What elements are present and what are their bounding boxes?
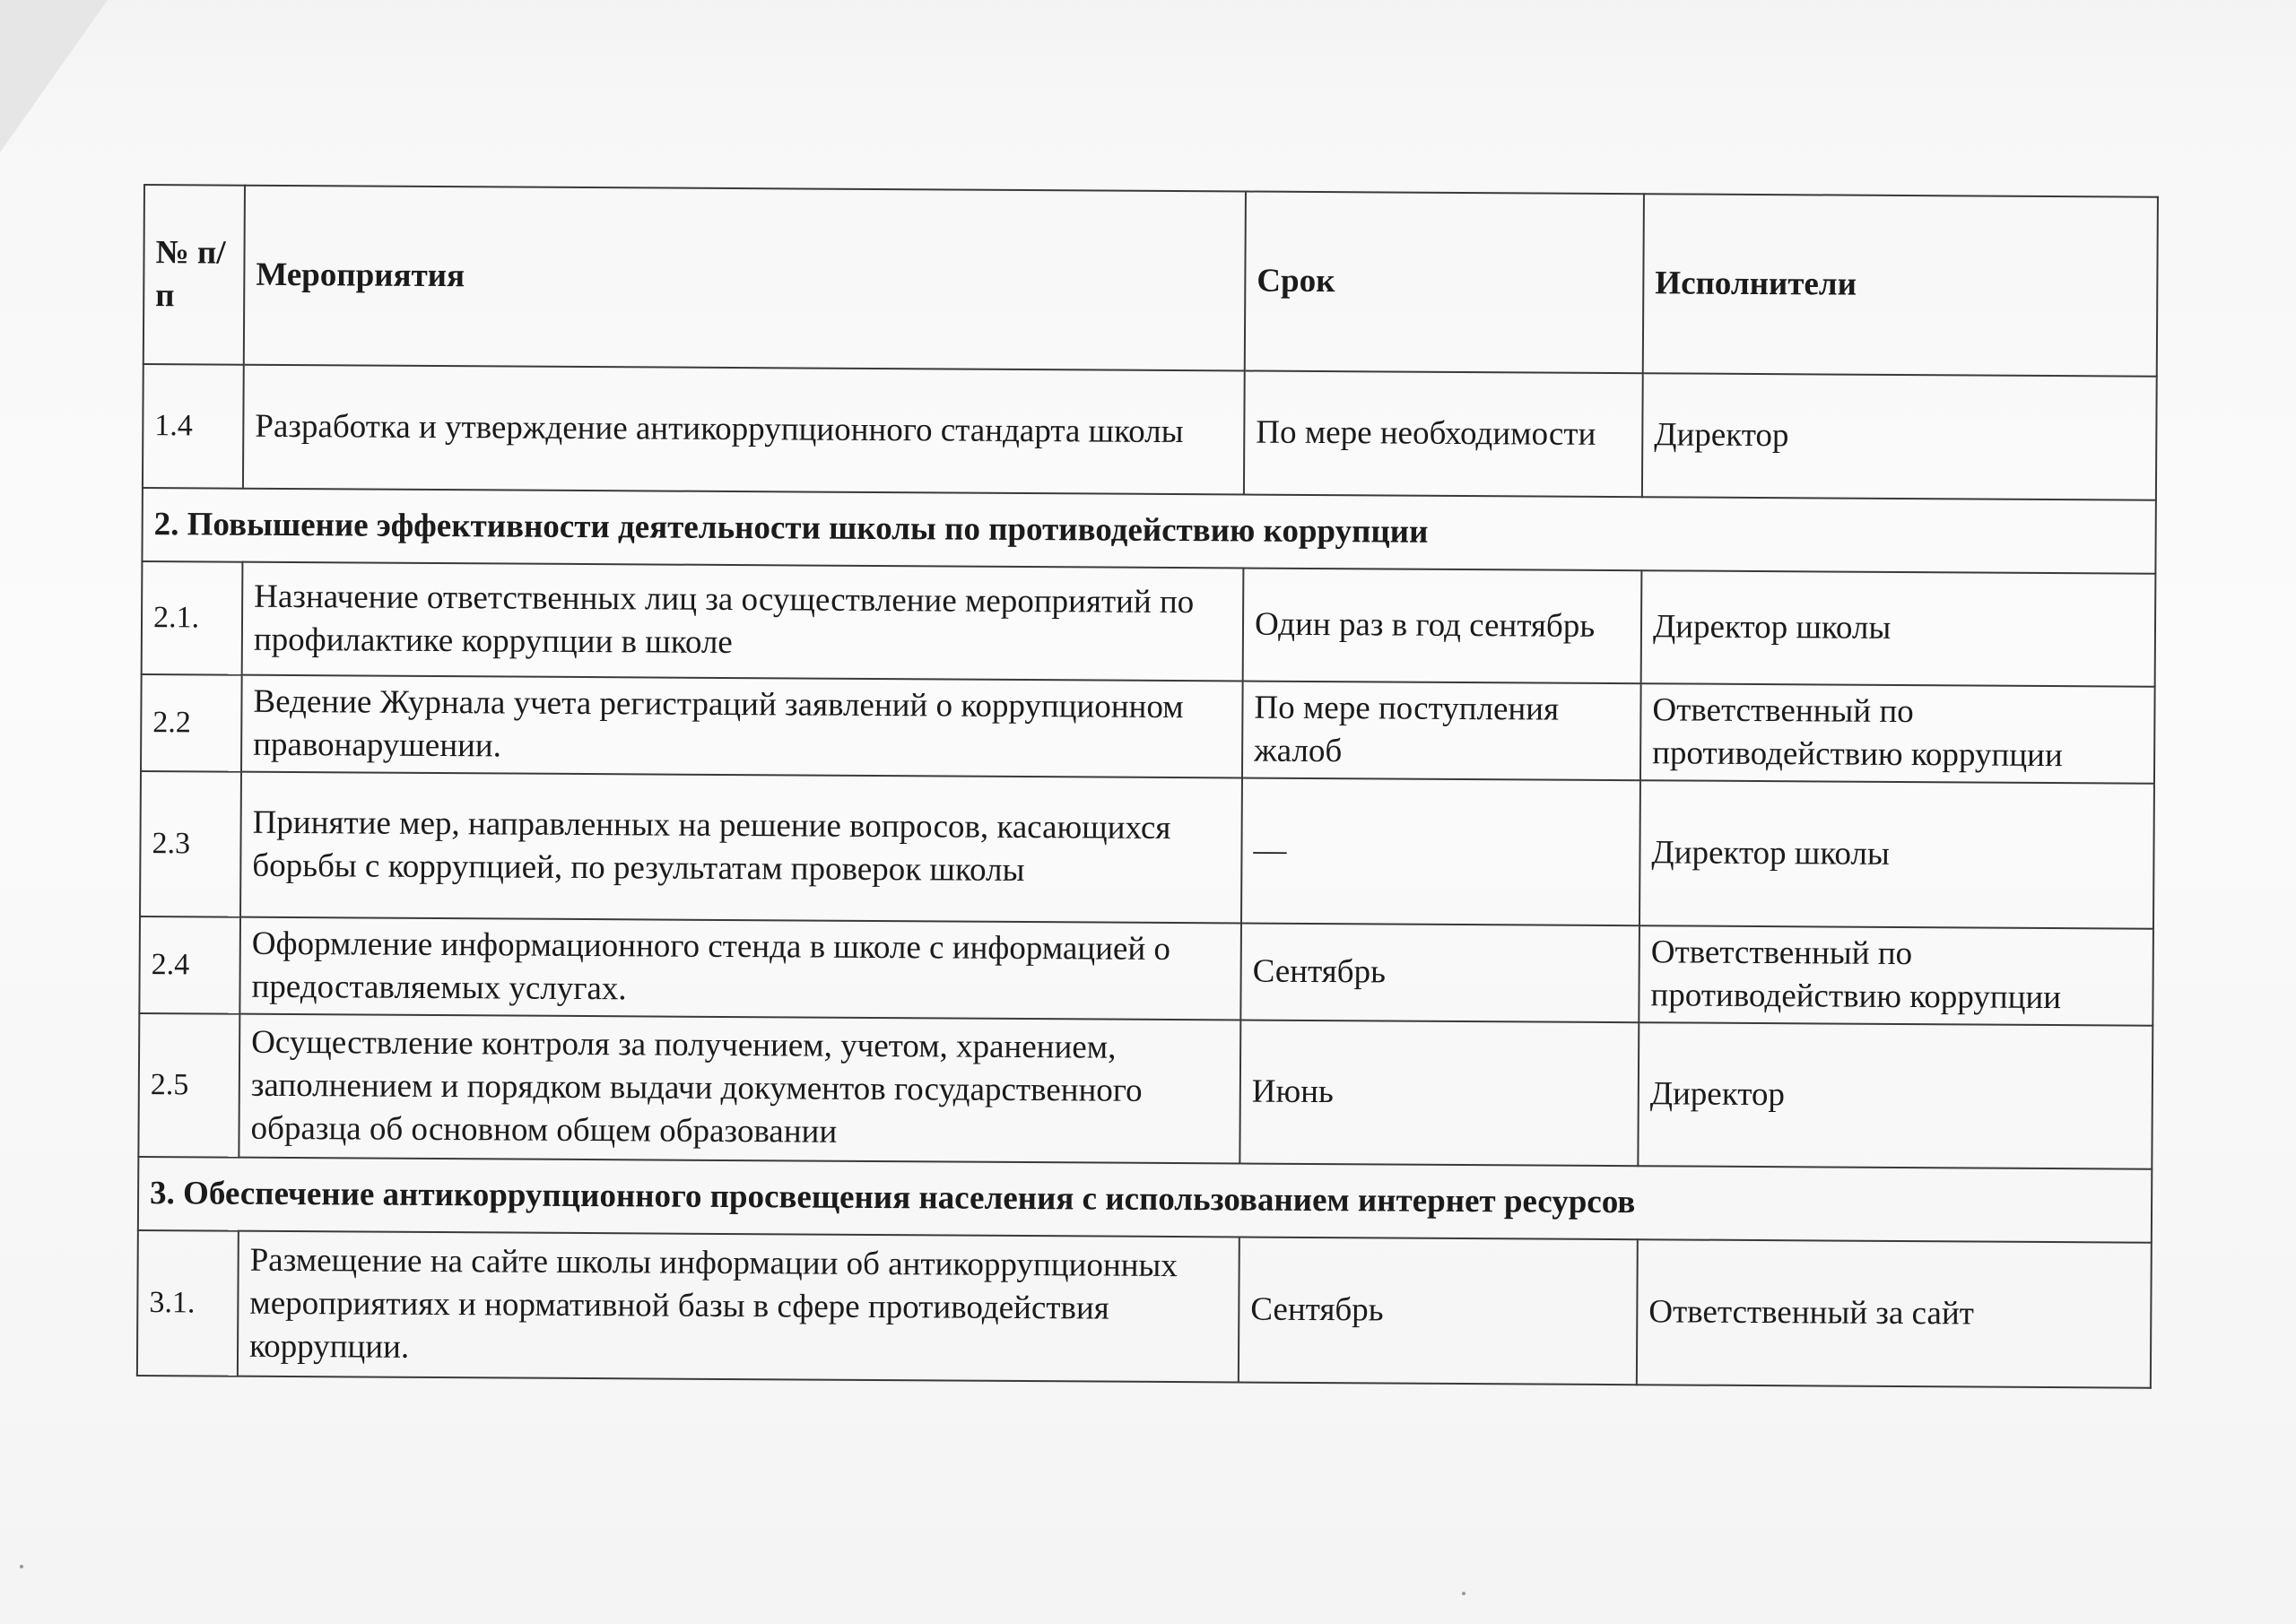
row-term: По мере поступления жалоб (1242, 681, 1641, 780)
row-activity: Осуществление контроля за получением, учетом, хранением, заполнением и порядком выдачи документов государственного образца об основном общем образовании (239, 1014, 1240, 1164)
row-num: 2.5 (138, 1013, 239, 1158)
section-heading-row (138, 1157, 2152, 1243)
row-executor: Директор школы (1639, 780, 2154, 928)
section-2-title: 2. Повышение эффективности деятельности школы по противодействию коррупции (142, 488, 2155, 574)
header-executors: Исполнители (1643, 194, 2158, 376)
row-executor: Директор (1638, 1022, 2152, 1168)
activities-table (136, 184, 2159, 1389)
row-num: 2.4 (139, 916, 240, 1014)
table-row (141, 674, 2155, 784)
row-activity: Размещение на сайте школы информации об антикоррупционных мероприятиях и нормативной базы в сфере противодействия коррупции. (238, 1231, 1239, 1383)
row-executor: Ответственный по противодействию коррупции (1640, 683, 2155, 783)
row-executor: Ответственный по противодействию коррупции (1639, 925, 2153, 1025)
row-num: 3.1. (137, 1230, 239, 1376)
page-fold-corner (0, 0, 108, 152)
row-term: — (1241, 777, 1640, 925)
row-num: 2.1. (142, 561, 243, 675)
scan-speck (20, 1565, 23, 1568)
row-executor: Директор (1642, 373, 2157, 499)
row-term: Сентябрь (1239, 1237, 1638, 1385)
row-num: 2.2 (141, 674, 242, 772)
table-row (142, 561, 2156, 687)
row-num: 1.4 (143, 364, 244, 489)
header-activity: Мероприятия (244, 186, 1246, 371)
scan-speck (1462, 1592, 1465, 1595)
header-num: № п/п (144, 185, 245, 365)
row-num: 2.3 (140, 771, 241, 917)
row-term: Сентябрь (1240, 923, 1639, 1022)
header-term: Срок (1245, 192, 1644, 374)
section-3-title: 3. Обеспечение антикоррупционного просвещения населения с использованием интернет ресурсов (138, 1157, 2152, 1243)
row-term: Июнь (1239, 1020, 1639, 1166)
row-activity: Ведение Журнала учета регистраций заявлений о коррупционном правонарушении. (241, 675, 1243, 778)
row-activity: Разработка и утверждение антикоррупционного стандарта школы (243, 365, 1245, 495)
section-heading-row (142, 488, 2155, 574)
table-row (137, 1230, 2152, 1388)
row-term: По мере необходимости (1244, 371, 1643, 498)
row-activity: Оформление информационного стенда в школе с информацией о предоставляемых услугах. (239, 917, 1241, 1020)
table-row (139, 916, 2153, 1026)
row-executor: Директор школы (1641, 570, 2156, 686)
row-executor: Ответственный за сайт (1637, 1239, 2152, 1387)
row-activity: Принятие мер, направленных на решение вопросов, касающихся борьбы с коррупцией, по результатам проверок школы (240, 772, 1242, 924)
table-header-row (144, 185, 2158, 377)
table-row (143, 364, 2157, 500)
row-activity: Назначение ответственных лиц за осуществление мероприятий по профилактике коррупции в школе (242, 562, 1244, 682)
row-term: Один раз в год сентябрь (1243, 568, 1642, 683)
table-row (140, 771, 2154, 929)
table-row (138, 1013, 2152, 1169)
